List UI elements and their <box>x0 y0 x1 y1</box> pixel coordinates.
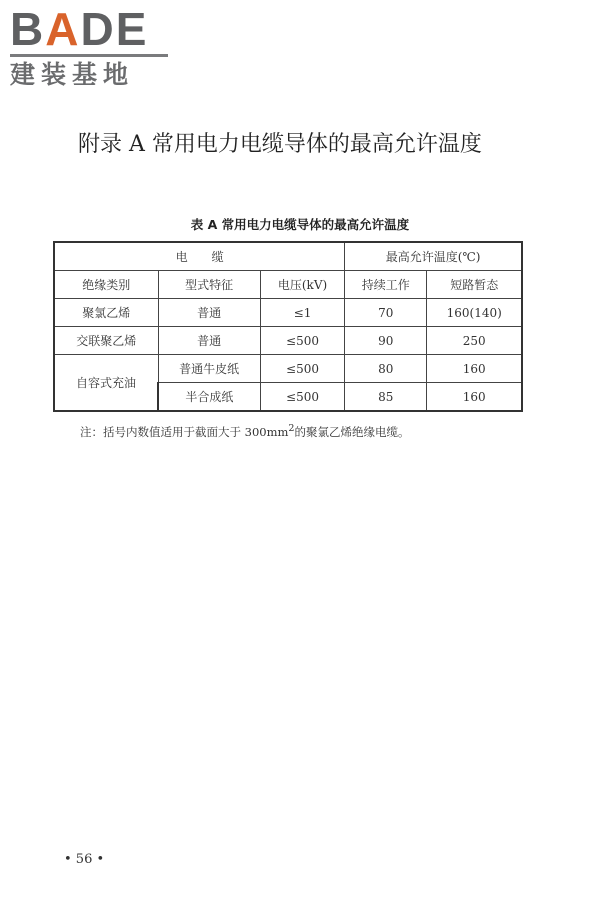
table-column-header-row <box>54 271 522 299</box>
column-header-short-circuit: 短路暂态 <box>427 271 522 299</box>
note-text: 注：括号内数值适用于截面大于 300mm <box>80 424 289 439</box>
logo-subtitle: 建装基地 <box>10 60 135 89</box>
table-row <box>54 299 522 327</box>
logo-wordmark <box>10 3 175 55</box>
cell-type: 普通 <box>158 327 260 355</box>
cell-type: 半合成纸 <box>158 383 260 412</box>
table-note <box>80 423 410 440</box>
group-header-cable: 电 缆 <box>54 242 345 271</box>
table-row <box>54 327 522 355</box>
column-header-insulation: 绝缘类别 <box>54 271 158 299</box>
cell-continuous: 90 <box>345 327 427 355</box>
table-row <box>54 355 522 383</box>
bade-logo <box>10 3 175 90</box>
table-caption: 表 A 常用电力电缆导体的最高允许温度 <box>190 217 410 232</box>
cell-voltage: ≤500 <box>260 327 344 355</box>
cell-short-circuit: 160 <box>427 355 522 383</box>
column-header-continuous: 持续工作 <box>345 271 427 299</box>
column-header-voltage: 电压(kV) <box>260 271 344 299</box>
cell-short-circuit: 160 <box>427 383 522 412</box>
logo-letters-de: DE <box>80 3 149 55</box>
column-header-type: 型式特征 <box>158 271 260 299</box>
cell-short-circuit: 160(140) <box>427 299 522 327</box>
cable-temperature-table <box>53 241 523 412</box>
cell-continuous: 70 <box>345 299 427 327</box>
appendix-title: 附录 A 常用电力电缆导体的最高允许温度 <box>78 132 482 157</box>
note-text-end: 的聚氯乙烯绝缘电缆。 <box>294 424 410 439</box>
cell-type: 普通牛皮纸 <box>158 355 260 383</box>
cell-type: 普通 <box>158 299 260 327</box>
cell-voltage: ≤500 <box>260 383 344 412</box>
cell-short-circuit: 250 <box>427 327 522 355</box>
table-group-header-row <box>54 242 522 271</box>
cell-insulation: 自容式充油 <box>54 355 158 412</box>
note-superscript: 2 <box>288 423 295 434</box>
logo-letter-a-accent: A <box>45 3 81 55</box>
cell-voltage: ≤500 <box>260 355 344 383</box>
page-number: • 56 • <box>64 852 105 867</box>
cell-continuous: 80 <box>345 355 427 383</box>
cell-continuous: 85 <box>345 383 427 412</box>
group-header-max-temp: 最高允许温度(℃) <box>345 242 522 271</box>
cell-insulation: 聚氯乙烯 <box>54 299 158 327</box>
cell-voltage: ≤1 <box>260 299 344 327</box>
logo-letter-b: B <box>10 3 46 55</box>
cell-insulation: 交联聚乙烯 <box>54 327 158 355</box>
